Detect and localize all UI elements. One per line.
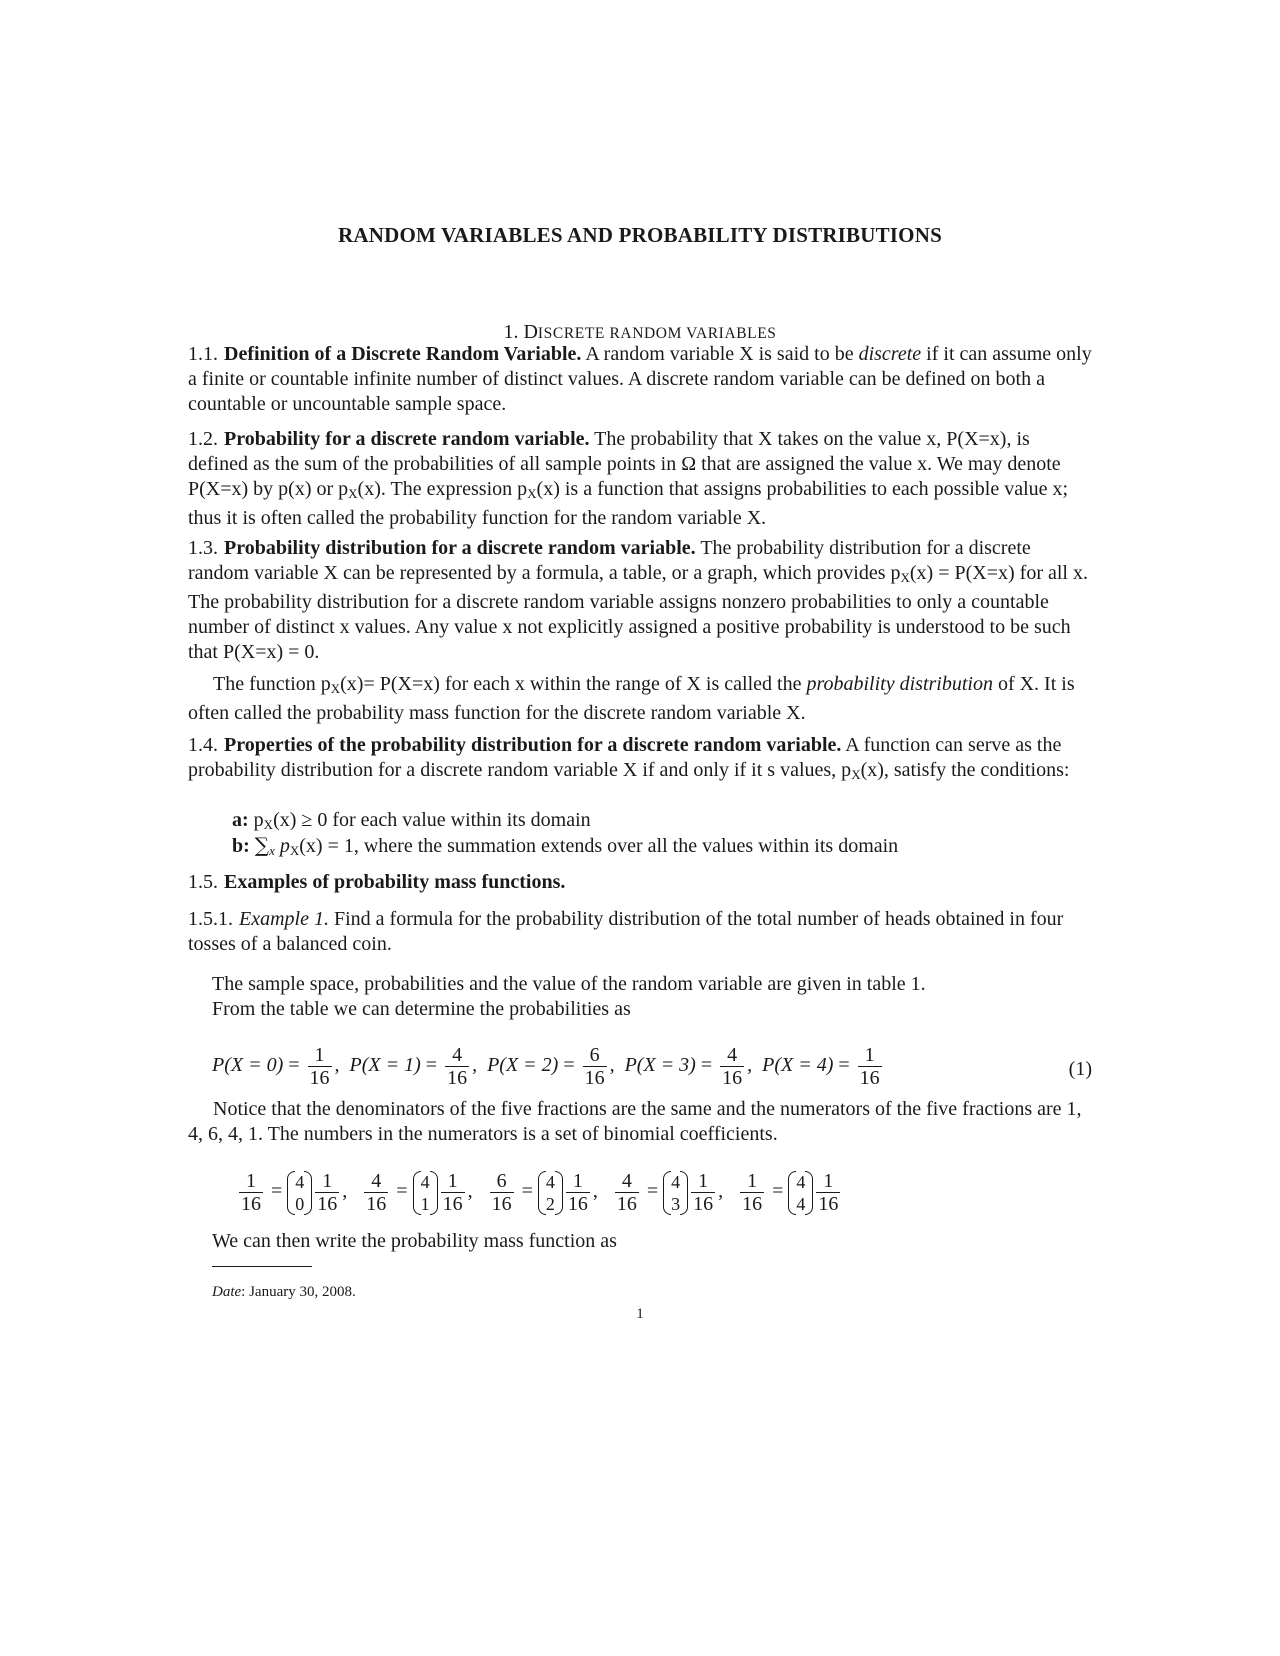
page-number: 1: [636, 1306, 644, 1322]
section-rest: ISCRETE RANDOM VARIABLES: [537, 325, 777, 342]
subscript: x: [269, 843, 275, 858]
separator: ,: [718, 1180, 724, 1203]
equation-term: [762, 1044, 885, 1089]
binomial-coefficient: [413, 1171, 438, 1215]
paragraph-1-1: [188, 342, 1092, 417]
condition-math: p: [274, 835, 290, 857]
para-number: 1.5.: [188, 871, 218, 893]
fraction-numerator: 1: [314, 1044, 325, 1066]
binomial-bottom: 0: [295, 1193, 305, 1214]
sum-symbol: ∑: [254, 833, 270, 857]
fraction-numerator: 4: [727, 1044, 738, 1066]
equals-sign: =: [558, 1054, 580, 1077]
paragraph-1-3: [188, 536, 1092, 665]
fraction: [858, 1044, 882, 1089]
para-number: 1.1.: [188, 343, 218, 365]
fraction-numerator: 4: [452, 1044, 463, 1066]
fraction-denominator: 16: [567, 1193, 588, 1215]
para-number: 1.4.: [188, 734, 218, 756]
equals-sign: =: [266, 1180, 288, 1203]
condition-text: (x) ≥ 0 for each value within its domain: [273, 809, 591, 831]
para-text: (x) = P(X=x) for all x. The probability distribution for a discrete random variable assigns nonzero probabilities to only a countable number of distinct x values. Any value x not explicitly assigned a positive probability is understood to be such that P(X=x) = 0.: [188, 562, 1088, 663]
subscript: X: [263, 817, 274, 832]
section-cap: D: [523, 321, 538, 343]
separator: ,: [472, 1054, 478, 1077]
subscript: X: [900, 570, 910, 585]
equation-lhs: P(X = 4): [762, 1054, 834, 1077]
condition-math: (x) = 1: [299, 835, 354, 857]
para-text: (x), satisfy the conditions:: [860, 759, 1070, 781]
para-emphasis: probability distribution: [806, 673, 993, 695]
fraction-denominator: 16: [859, 1067, 880, 1089]
condition-label: b:: [232, 835, 250, 857]
fraction-numerator: 4: [621, 1170, 632, 1192]
fraction-numerator: 1: [823, 1170, 834, 1192]
condition-b: [232, 833, 898, 863]
fraction-denominator: 16: [447, 1067, 468, 1089]
equals-sign: =: [420, 1054, 443, 1077]
para-heading: Probability distribution for a discrete random variable.: [224, 537, 696, 559]
equation-term: [349, 1044, 478, 1089]
binomial-bottom: 1: [420, 1193, 430, 1214]
fraction-denominator: 16: [366, 1193, 387, 1215]
equation-1: [212, 1044, 1092, 1089]
fraction: [740, 1170, 764, 1215]
paragraph-1-2: [188, 427, 1092, 531]
page-title: RANDOM VARIABLES AND PROBABILITY DISTRIBUTIONS: [338, 223, 942, 247]
binomial-top: 4: [796, 1171, 806, 1192]
footnote-text: : January 30, 2008.: [241, 1284, 356, 1300]
para-number: 1.3.: [188, 537, 218, 559]
paragraph-1-5: [188, 870, 1092, 895]
para-text: (x) is a function that assigns probabilities to each possible value x; thus it is often called the probability function for the random variable X.: [188, 478, 1069, 529]
subscript: X: [348, 486, 358, 501]
equation-term: [737, 1170, 843, 1215]
equation-binomial: [236, 1170, 1036, 1215]
footnote-label: Date: [212, 1284, 242, 1300]
fraction: [490, 1170, 514, 1215]
para-heading: Probability for a discrete random variable.: [224, 428, 590, 450]
subscript: X: [527, 486, 537, 501]
fraction-numerator: 1: [747, 1170, 758, 1192]
para-heading: Definition of a Discrete Random Variable.: [224, 343, 582, 365]
para-emphasis: Example 1.: [239, 908, 329, 930]
binomial-top: 4: [545, 1171, 555, 1192]
fraction-numerator: 1: [698, 1170, 709, 1192]
subscript: X: [330, 681, 341, 696]
para-text: The probability that X takes on the value x, P(X=x), is defined as the sum of the probabilities of all sample points in Ω that are assigned the value x. We may denote P(X=x) by p(x) or p: [188, 428, 1061, 500]
binomial-top: 4: [671, 1171, 681, 1192]
para-number: 1.2.: [188, 428, 218, 450]
para-number: 1.5.1.: [188, 908, 233, 930]
fraction-denominator: 16: [442, 1193, 463, 1215]
equation-term: [487, 1044, 615, 1089]
binomial-top: 4: [420, 1171, 430, 1192]
equals-sign: =: [767, 1180, 789, 1203]
para-text: A function can serve as the probability distribution for a discrete random variable X if and only if it s values, p: [188, 734, 1062, 781]
paragraph-1-3-cont: [188, 672, 1092, 726]
fraction-numerator: 6: [496, 1170, 507, 1192]
para-text: of X. It is often called the probability mass function for the discrete random variable X.: [188, 673, 1075, 724]
fraction-denominator: 16: [241, 1193, 261, 1215]
para-text: if it can assume only a finite or countable infinite number of distinct values. A discrete random variable can be defined on both a countable or uncountable sample space.: [188, 343, 1092, 415]
binomial-bottom: 4: [796, 1193, 806, 1214]
para-text: (x). The expression p: [357, 478, 528, 500]
fraction: [720, 1044, 744, 1089]
equals-sign: =: [516, 1180, 538, 1203]
binomial-bottom: 3: [671, 1193, 681, 1214]
binomial-coefficient: [538, 1171, 563, 1215]
binomial-coefficient: [663, 1171, 688, 1215]
separator: ,: [609, 1054, 615, 1077]
fraction-numerator: 1: [322, 1170, 333, 1192]
footnote: [212, 1284, 356, 1301]
para-text: Find a formula for the probability distribution of the total number of heads obtained in four tosses of a balanced coin.: [188, 908, 1064, 955]
para-text: A random variable X is said to be: [585, 343, 859, 365]
fraction: [315, 1170, 339, 1215]
equation-lhs: P(X = 1): [349, 1054, 421, 1077]
binomial-coefficient: [788, 1171, 813, 1215]
fraction-denominator: 16: [722, 1067, 743, 1089]
separator: ,: [592, 1180, 598, 1203]
equation-term: [624, 1044, 753, 1089]
fraction-numerator: 1: [572, 1170, 583, 1192]
fraction: [364, 1170, 388, 1215]
section-heading: [0, 321, 1280, 344]
fraction-denominator: 16: [491, 1193, 512, 1215]
para-text: (x)= P(X=x) for each x within the range of X is called the: [340, 673, 807, 695]
condition-text: , where the summation extends over all the values within its domain: [353, 835, 899, 857]
equals-sign: =: [283, 1054, 305, 1077]
fraction-denominator: 16: [309, 1067, 330, 1089]
paragraph-final: We can then write the probability mass function as: [212, 1230, 617, 1252]
binomial-top: 4: [295, 1171, 305, 1192]
fraction: [566, 1170, 590, 1215]
equals-sign: =: [391, 1180, 413, 1203]
separator: ,: [342, 1180, 348, 1203]
paragraph-notice: [188, 1097, 1092, 1147]
separator: ,: [467, 1180, 473, 1203]
binomial-coefficient: [287, 1171, 312, 1215]
equation-term: [487, 1170, 598, 1215]
fraction: [239, 1170, 263, 1215]
section-number: 1.: [503, 321, 519, 343]
fraction: [691, 1170, 715, 1215]
fraction-numerator: 6: [589, 1044, 600, 1066]
equation-binomial-terms: [236, 1170, 857, 1215]
fraction: [615, 1170, 639, 1215]
fraction-denominator: 16: [818, 1193, 839, 1215]
para-line: The sample space, probabilities and the value of the random variable are given in table 1.: [212, 973, 926, 995]
para-heading: Examples of probability mass functions.: [224, 871, 566, 893]
para-heading: Properties of the probability distribution for a discrete random variable.: [224, 734, 842, 756]
fraction-denominator: 16: [584, 1067, 605, 1089]
fraction-numerator: 1: [246, 1170, 256, 1192]
equals-sign: =: [833, 1054, 855, 1077]
equation-term: [236, 1170, 348, 1215]
condition-label: a:: [232, 809, 249, 831]
equation-term: [361, 1170, 473, 1215]
fraction: [816, 1170, 840, 1215]
condition-text: p: [253, 809, 264, 831]
para-text: Notice that the denominators of the five fractions are the same and the numerators of the five fractions are 1, 4, 6, 4, 1. The numbers in the numerators is a set of binomial coefficients.: [188, 1098, 1082, 1145]
paragraph-1-5-1: [188, 907, 1092, 957]
fraction-denominator: 16: [317, 1193, 338, 1215]
fraction: [583, 1044, 607, 1089]
paragraph-1-4: [188, 733, 1092, 787]
fraction-denominator: 16: [742, 1193, 763, 1215]
para-text: The probability distribution for a discrete random variable X can be represented by a formula, a table, or a graph, which provides p: [188, 537, 1031, 584]
equation-lhs: P(X = 0): [212, 1054, 284, 1077]
para-emphasis: discrete: [858, 343, 922, 365]
fraction: [441, 1170, 465, 1215]
equals-sign: =: [695, 1054, 718, 1077]
footnote-rule: [212, 1266, 312, 1267]
separator: ,: [334, 1054, 340, 1077]
equation-lhs: P(X = 3): [624, 1054, 696, 1077]
equation-1-terms: [212, 1044, 895, 1089]
fraction: [445, 1044, 469, 1089]
para-line: From the table we can determine the probabilities as: [212, 998, 631, 1020]
paragraph-sample-space: [212, 972, 1116, 1022]
fraction-denominator: 16: [616, 1193, 637, 1215]
separator: ,: [747, 1054, 753, 1077]
equation-lhs: P(X = 2): [487, 1054, 559, 1077]
equals-sign: =: [641, 1180, 664, 1203]
fraction-numerator: 1: [447, 1170, 458, 1192]
para-text: The function p: [213, 673, 331, 695]
equation-term: [612, 1170, 724, 1215]
fraction-denominator: 16: [693, 1193, 714, 1215]
fraction: [308, 1044, 332, 1089]
fraction-numerator: 1: [864, 1044, 875, 1066]
equation-term: [212, 1044, 340, 1089]
fraction-numerator: 4: [371, 1170, 382, 1192]
equation-tag: (1): [1068, 1058, 1092, 1080]
subscript: X: [851, 767, 861, 782]
subscript: X: [289, 843, 300, 858]
binomial-bottom: 2: [545, 1193, 555, 1214]
